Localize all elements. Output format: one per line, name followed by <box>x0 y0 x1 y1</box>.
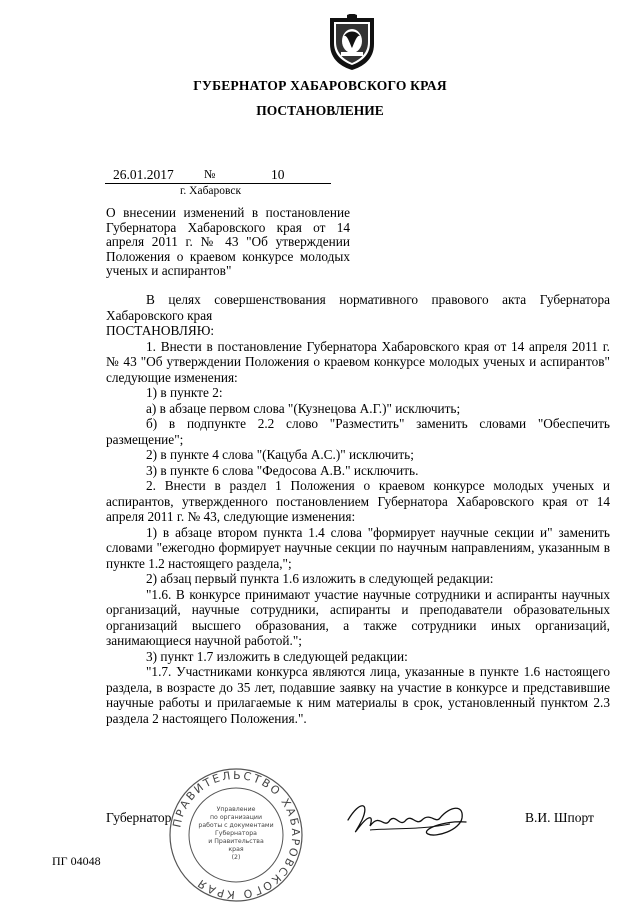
stamp-inner-line: Управление <box>216 806 256 813</box>
stamp-inner-line: Губернатора <box>215 830 257 837</box>
document-date: 26.01.2017 <box>113 167 174 182</box>
body-paragraph: 2) в пункте 4 слова "(Кацуба А.С.)" исключить; <box>146 447 414 462</box>
official-stamp <box>167 766 305 904</box>
body-paragraph: 1. Внести в постановление Губернатора Хабаровского края от 14 апреля 2011 г. № 43 "Об утверждении Положения о краевом конкурсе молодых ученых и аспирантов" следующие изменения: <box>106 338 610 385</box>
body-paragraph: 1) в абзаце втором пункта 1.4 слова "формирует научные секции и" заменить словами "ежегодно формирует научные секции по научным направлениям, указанным в пункте 1.2 настоящего раздела,"; <box>106 524 610 571</box>
issuing-authority: ГУБЕРНАТОР ХАБАРОВСКОГО КРАЯ <box>193 78 447 93</box>
body-paragraph: 3) пункт 1.7 изложить в следующей редакции: <box>146 648 408 664</box>
document-kind: ПОСТАНОВЛЕНИЕ <box>256 103 384 118</box>
document-subject: О внесении изменений в постановление Губернатора Хабаровского края от 14 апреля 2011 г. № 43 "Об утверждении Положения о краевом конкурсе молодых ученых и аспирантов" <box>106 205 350 278</box>
body-paragraph: 2. Внести в раздел 1 Положения о краевом конкурсе молодых ученых и аспирантов, утвержденного постановлением Губернатора Хабаровского края от 14 апреля 2011 г. № 43, следующие изменения: <box>106 478 610 524</box>
date-number-underline <box>105 183 331 184</box>
place-of-issue: г. Хабаровск <box>180 185 242 197</box>
preamble: В целях совершенствования нормативного правового акта Губернатора Хабаровского края <box>106 292 610 323</box>
form-code: ПГ 04048 <box>52 854 101 868</box>
body-paragraph: 3) в пункте 6 слова "Федосова А.В." исключить. <box>146 462 419 478</box>
body-paragraph: б) в подпункте 2.2 слово "Разместить" заменить словами "Обеспечить размещение"; <box>106 416 610 447</box>
stamp-inner-line: и Правительства <box>208 838 264 845</box>
stamp-inner-line: края <box>228 846 244 853</box>
body-paragraph: "1.7. Участниками конкурса являются лица, указанные в пункте 1.6 настоящего раздела, в возрасте до 35 лет, подавшие заявку на участие в конкурсе и представившие научные работы и прилагаемые к ним материалы в срок, установленный пунктом 2.3 раздела 2 настоящего Положения.". <box>106 664 610 726</box>
body-paragraph: 1) в пункте 2: <box>146 385 223 400</box>
body-paragraph: "1.6. В конкурсе принимают участие научные сотрудники и аспиранты научных организаций, научные сотрудники, аспиранты и преподаватели образовательных организаций высшего образования, а также сотрудники иных организаций, занимающиеся научной работой."; <box>106 586 610 648</box>
coat-of-arms-icon <box>326 14 378 72</box>
signer-name: В.И. Шпорт <box>525 810 594 825</box>
decree-word: ПОСТАНОВЛЯЮ: <box>106 323 215 338</box>
signer-position: Губернатор <box>106 810 172 825</box>
body-paragraph: а) в абзаце первом слова "(Кузнецова А.Г.)" исключить; <box>146 400 461 416</box>
document-number: 10 <box>271 167 285 182</box>
stamp-inner-line: (2) <box>231 854 241 861</box>
document-body <box>106 292 610 726</box>
number-sign: № <box>204 167 216 181</box>
handwritten-signature <box>340 790 480 850</box>
stamp-outer-text: ПРАВИТЕЛЬСТВО ХАБАРОВСКОГО КРАЯ <box>170 768 303 902</box>
body-paragraph: 2) абзац первый пункта 1.6 изложить в следующей редакции: <box>146 571 494 586</box>
stamp-inner-line: работы с документами <box>198 822 274 829</box>
stamp-inner-line: по организации <box>210 814 262 821</box>
